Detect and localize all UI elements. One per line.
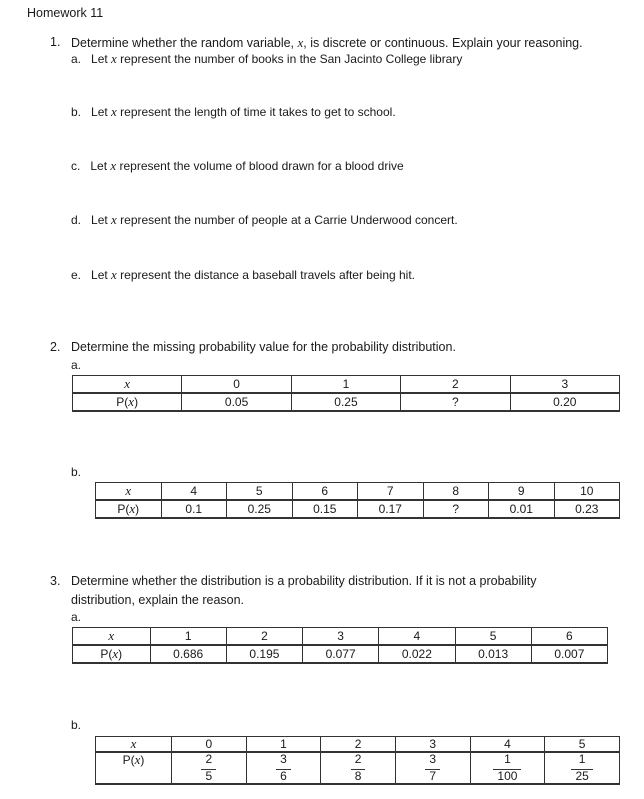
part-label: d. [71,213,82,227]
p-value-cell [395,752,470,784]
question-1-number: 1. [50,35,61,49]
p-value-cell [171,752,246,784]
p-value-cell: 0.077 [303,645,379,663]
x-header-cell [96,737,172,753]
fraction-denominator: 8 [351,769,366,783]
fraction [493,753,521,783]
p-value-cell: 0.17 [358,500,424,518]
x-value-cell: 4 [379,628,455,646]
variable-x: x [124,376,131,391]
question-3-text-line1: Determine whether the distribution is a probability distribution. If it is not a probability [71,574,537,588]
part-prefix: Let [91,268,112,282]
fraction-numerator: 3 [429,752,437,766]
p-value-cell: 0.01 [489,500,555,518]
question-3a-label: a. [71,610,82,624]
question-3b-label: b. [71,718,82,732]
variable-x: x [297,35,304,50]
distribution-table-3a [72,627,608,664]
question-1-text-before: Determine whether the random variable, [71,36,298,50]
x-value-cell: 6 [531,628,607,646]
question-2-number: 2. [50,340,61,354]
fraction-numerator: 3 [280,752,287,766]
x-value-cell: 5 [227,483,293,501]
p-of-x-label: P(x) [116,394,139,409]
part-label: e. [71,268,82,282]
part-text: represent the length of time it takes to get to school. [116,105,396,119]
fraction-denominator: 6 [276,769,291,783]
variable-x: x [111,104,117,119]
question-1c [71,158,404,174]
question-1-text-after: , is discrete or continuous. Explain your reasoning. [303,36,583,50]
fraction-denominator: 7 [425,769,440,783]
x-value-cell: 7 [358,483,424,501]
p-of-x-label: P(x) [122,752,145,767]
part-prefix: Let [90,159,111,173]
p-row [73,645,608,663]
part-label: c. [71,159,81,173]
variable-x: x [108,628,115,643]
x-value-cell: 1 [150,628,226,646]
question-2a-label: a. [71,358,82,372]
p-value-cell: 0.686 [150,645,226,663]
x-value-cell: 5 [455,628,531,646]
p-value-cell: 0.013 [455,645,531,663]
variable-x: x [111,267,117,282]
part-label: a. [71,52,82,66]
distribution-table-2b [95,482,620,519]
document-title: Homework 11 [27,6,104,20]
part-label: b. [71,105,82,119]
x-value-cell: 0 [182,376,291,394]
x-value-cell: 2 [321,737,396,753]
part-text: represent the volume of blood drawn for a blood drive [116,159,404,173]
p-of-x-label: P(x) [100,646,123,661]
question-1b [71,104,396,120]
part-text: represent the distance a baseball travels after being hit. [116,268,416,282]
p-header-cell [96,500,162,518]
p-value-cell: ? [423,500,489,518]
question-3-text-line2: distribution, explain the reason. [71,593,245,607]
fraction [201,753,216,783]
fraction-numerator: 1 [504,752,511,766]
distribution-table-3b [95,736,620,785]
x-row [73,376,620,394]
p-row [73,393,620,411]
x-value-cell: 4 [470,737,545,753]
p-header-cell [96,752,172,784]
p-value-cell: 0.1 [161,500,227,518]
x-value-cell: 2 [401,376,510,394]
p-value-cell: 0.007 [531,645,607,663]
p-value-cell [545,752,620,784]
x-row [73,628,608,646]
fraction-denominator: 100 [493,769,521,783]
fraction [425,753,440,783]
question-3-number: 3. [50,574,61,588]
p-row [96,500,620,518]
variable-x: x [110,158,117,173]
fraction-denominator: 25 [571,769,592,783]
x-value-cell: 9 [489,483,555,501]
distribution-table-2a [72,375,620,412]
p-value-cell: 0.23 [554,500,620,518]
x-value-cell: 6 [292,483,358,501]
part-prefix: Let [91,52,112,66]
fraction-numerator: 2 [205,752,213,766]
x-value-cell: 3 [395,737,470,753]
variable-x: x [111,51,117,66]
part-text: represent the number of people at a Carrie Underwood concert. [116,213,458,227]
question-1e [71,267,415,283]
p-value-cell [470,752,545,784]
x-row [96,483,620,501]
x-value-cell: 3 [510,376,619,394]
p-header-cell [73,393,182,411]
p-value-cell: 0.022 [379,645,455,663]
x-header-cell [73,376,182,394]
x-value-cell: 10 [554,483,620,501]
x-value-cell: 1 [246,737,321,753]
p-value-cell [321,752,396,784]
p-row [96,752,620,784]
x-value-cell: 0 [171,737,246,753]
p-of-x-label: P(x) [117,501,140,516]
p-value-cell: 0.195 [226,645,302,663]
part-prefix: Let [91,105,112,119]
x-value-cell: 4 [161,483,227,501]
question-2-text: Determine the missing probability value for the probability distribution. [71,340,456,354]
p-value-cell: 0.20 [510,393,619,411]
question-1a [71,51,462,67]
x-header-cell [73,628,151,646]
p-value-cell [246,752,321,784]
p-value-cell: 0.05 [182,393,291,411]
x-value-cell: 5 [545,737,620,753]
variable-x: x [125,483,132,498]
fraction [351,753,366,783]
x-value-cell: 3 [303,628,379,646]
fraction-numerator: 2 [354,752,362,766]
p-header-cell [73,645,151,663]
question-1d [71,212,458,228]
p-value-cell: 0.25 [227,500,293,518]
variable-x: x [130,736,137,751]
x-value-cell: 1 [291,376,400,394]
fraction [571,753,592,783]
question-2b-label: b. [71,465,82,479]
fraction-numerator: 1 [578,752,586,766]
x-value-cell: 2 [226,628,302,646]
p-value-cell: 0.25 [291,393,400,411]
p-value-cell: ? [401,393,510,411]
p-value-cell: 0.15 [292,500,358,518]
part-text: represent the number of books in the San Jacinto College library [116,52,463,66]
part-prefix: Let [91,213,112,227]
fraction-denominator: 5 [201,769,216,783]
fraction [276,753,291,783]
variable-x: x [111,212,117,227]
question-1-text [71,35,583,51]
x-row [96,737,620,753]
x-header-cell [96,483,162,501]
x-value-cell: 8 [423,483,489,501]
